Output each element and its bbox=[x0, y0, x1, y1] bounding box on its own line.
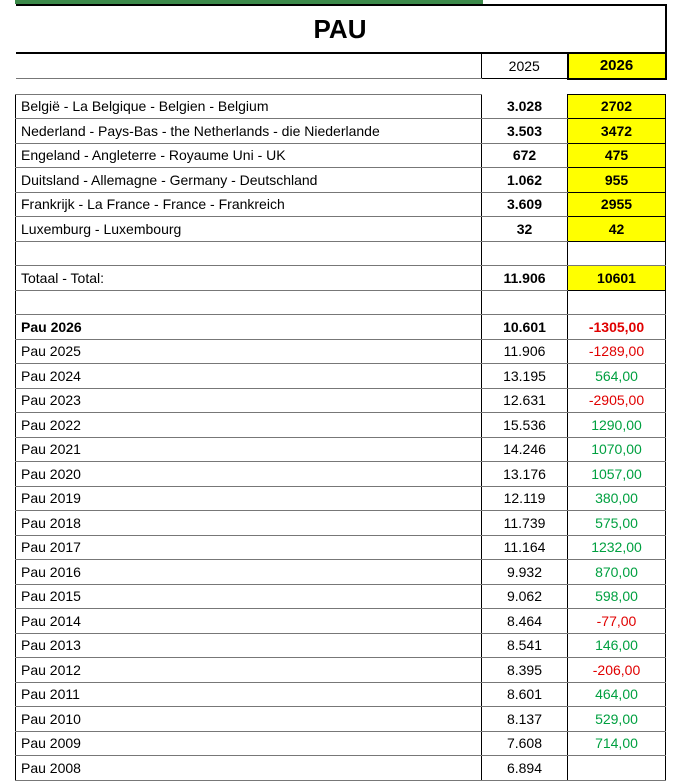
history-diff[interactable]: 380,00 bbox=[568, 486, 666, 511]
history-diff[interactable]: 464,00 bbox=[568, 682, 666, 707]
country-value-2026[interactable]: 2955 bbox=[568, 192, 666, 217]
history-row bbox=[16, 707, 666, 732]
country-label[interactable]: Duitsland - Allemagne - Germany - Deutschland bbox=[16, 168, 482, 193]
country-row bbox=[16, 94, 666, 119]
history-row bbox=[16, 560, 666, 585]
total-value-2026[interactable]: 10601 bbox=[568, 266, 666, 291]
country-value-2025[interactable]: 3.028 bbox=[482, 94, 568, 119]
country-value-2026[interactable]: 2702 bbox=[568, 94, 666, 119]
empty-cell[interactable] bbox=[16, 290, 482, 315]
history-row bbox=[16, 756, 666, 781]
country-value-2026[interactable]: 475 bbox=[568, 143, 666, 168]
history-label[interactable]: Pau 2021 bbox=[16, 437, 482, 462]
history-value[interactable]: 12.631 bbox=[482, 388, 568, 413]
history-value[interactable]: 9.932 bbox=[482, 560, 568, 585]
total-label[interactable]: Totaal - Total: bbox=[16, 266, 482, 291]
history-row bbox=[16, 731, 666, 756]
total-row bbox=[16, 266, 666, 291]
country-value-2025[interactable]: 3.609 bbox=[482, 192, 568, 217]
year-header-row bbox=[16, 53, 666, 79]
history-label[interactable]: Pau 2013 bbox=[16, 633, 482, 658]
history-value[interactable]: 11.906 bbox=[482, 339, 568, 364]
history-value[interactable]: 8.601 bbox=[482, 682, 568, 707]
country-label[interactable]: Frankrijk - La France - France - Frankreich bbox=[16, 192, 482, 217]
history-label[interactable]: Pau 2023 bbox=[16, 388, 482, 413]
history-diff[interactable]: 1232,00 bbox=[568, 535, 666, 560]
sheet-title[interactable]: PAU bbox=[16, 5, 666, 53]
country-label[interactable]: Nederland - Pays-Bas - the Netherlands - die Niederlande bbox=[16, 119, 482, 144]
history-diff[interactable]: 529,00 bbox=[568, 707, 666, 732]
history-row bbox=[16, 511, 666, 536]
history-value[interactable]: 8.541 bbox=[482, 633, 568, 658]
year-2025-header[interactable]: 2025 bbox=[482, 53, 568, 79]
history-value[interactable]: 10.601 bbox=[482, 315, 568, 340]
history-row bbox=[16, 658, 666, 683]
history-value[interactable]: 8.395 bbox=[482, 658, 568, 683]
history-value[interactable]: 13.195 bbox=[482, 364, 568, 389]
history-value[interactable]: 15.536 bbox=[482, 413, 568, 438]
history-row bbox=[16, 437, 666, 462]
year-2026-header[interactable]: 2026 bbox=[568, 53, 666, 79]
empty-cell[interactable] bbox=[482, 290, 568, 315]
history-diff[interactable]: 575,00 bbox=[568, 511, 666, 536]
history-value[interactable]: 8.464 bbox=[482, 609, 568, 634]
history-diff[interactable]: 1057,00 bbox=[568, 462, 666, 487]
country-row bbox=[16, 119, 666, 144]
history-value[interactable]: 9.062 bbox=[482, 584, 568, 609]
country-label[interactable]: Engeland - Angleterre - Royaume Uni - UK bbox=[16, 143, 482, 168]
history-label[interactable]: Pau 2011 bbox=[16, 682, 482, 707]
empty-cell[interactable] bbox=[482, 241, 568, 266]
history-label[interactable]: Pau 2016 bbox=[16, 560, 482, 585]
empty-cell[interactable] bbox=[16, 79, 482, 95]
history-diff[interactable]: 714,00 bbox=[568, 731, 666, 756]
history-label[interactable]: Pau 2019 bbox=[16, 486, 482, 511]
history-label[interactable]: Pau 2024 bbox=[16, 364, 482, 389]
empty-cell[interactable] bbox=[568, 290, 666, 315]
history-row bbox=[16, 486, 666, 511]
history-row bbox=[16, 315, 666, 340]
spreadsheet-table bbox=[15, 4, 667, 781]
country-value-2026[interactable]: 955 bbox=[568, 168, 666, 193]
history-row bbox=[16, 413, 666, 438]
empty-cell[interactable] bbox=[482, 79, 568, 95]
history-row bbox=[16, 339, 666, 364]
spacer-row bbox=[16, 79, 666, 95]
country-label[interactable]: België - La Belgique - Belgien - Belgium bbox=[16, 94, 482, 119]
history-diff[interactable]: 564,00 bbox=[568, 364, 666, 389]
country-value-2025[interactable]: 1.062 bbox=[482, 168, 568, 193]
history-label[interactable]: Pau 2015 bbox=[16, 584, 482, 609]
history-value[interactable]: 11.739 bbox=[482, 511, 568, 536]
history-diff[interactable]: 870,00 bbox=[568, 560, 666, 585]
history-label[interactable]: Pau 2017 bbox=[16, 535, 482, 560]
history-label[interactable]: Pau 2008 bbox=[16, 756, 482, 781]
history-diff[interactable]: -1305,00 bbox=[568, 315, 666, 340]
empty-row bbox=[16, 241, 666, 266]
history-diff[interactable]: -77,00 bbox=[568, 609, 666, 634]
country-row bbox=[16, 143, 666, 168]
country-value-2025[interactable]: 672 bbox=[482, 143, 568, 168]
history-row bbox=[16, 388, 666, 413]
history-diff[interactable]: -1289,00 bbox=[568, 339, 666, 364]
history-row bbox=[16, 535, 666, 560]
history-value[interactable]: 7.608 bbox=[482, 731, 568, 756]
country-value-2025[interactable]: 32 bbox=[482, 217, 568, 242]
title-row bbox=[16, 5, 666, 53]
history-value[interactable]: 12.119 bbox=[482, 486, 568, 511]
history-label[interactable]: Pau 2026 bbox=[16, 315, 482, 340]
empty-cell[interactable] bbox=[568, 241, 666, 266]
history-row bbox=[16, 609, 666, 634]
history-row bbox=[16, 682, 666, 707]
country-label[interactable]: Luxemburg - Luxembourg bbox=[16, 217, 482, 242]
history-row bbox=[16, 364, 666, 389]
history-label[interactable]: Pau 2012 bbox=[16, 658, 482, 683]
history-label[interactable]: Pau 2014 bbox=[16, 609, 482, 634]
history-diff[interactable]: 1290,00 bbox=[568, 413, 666, 438]
empty-cell[interactable] bbox=[16, 241, 482, 266]
history-diff[interactable]: 146,00 bbox=[568, 633, 666, 658]
history-value[interactable]: 14.246 bbox=[482, 437, 568, 462]
history-value[interactable]: 6.894 bbox=[482, 756, 568, 781]
history-label[interactable]: Pau 2022 bbox=[16, 413, 482, 438]
empty-cell[interactable] bbox=[568, 79, 666, 95]
history-value[interactable]: 8.137 bbox=[482, 707, 568, 732]
history-label[interactable]: Pau 2025 bbox=[16, 339, 482, 364]
history-row bbox=[16, 584, 666, 609]
country-value-2026[interactable]: 42 bbox=[568, 217, 666, 242]
history-diff[interactable]: 598,00 bbox=[568, 584, 666, 609]
country-value-2025[interactable]: 3.503 bbox=[482, 119, 568, 144]
country-row bbox=[16, 168, 666, 193]
history-label[interactable]: Pau 2010 bbox=[16, 707, 482, 732]
total-value-2025[interactable]: 11.906 bbox=[482, 266, 568, 291]
history-diff[interactable]: 1070,00 bbox=[568, 437, 666, 462]
country-row bbox=[16, 217, 666, 242]
history-label[interactable]: Pau 2018 bbox=[16, 511, 482, 536]
history-diff[interactable]: -206,00 bbox=[568, 658, 666, 683]
history-label[interactable]: Pau 2020 bbox=[16, 462, 482, 487]
empty-row bbox=[16, 290, 666, 315]
history-label[interactable]: Pau 2009 bbox=[16, 731, 482, 756]
history-value[interactable]: 11.164 bbox=[482, 535, 568, 560]
header-empty-cell[interactable] bbox=[16, 53, 482, 79]
history-row bbox=[16, 462, 666, 487]
history-diff[interactable]: -2905,00 bbox=[568, 388, 666, 413]
country-row bbox=[16, 192, 666, 217]
history-row bbox=[16, 633, 666, 658]
country-value-2026[interactable]: 3472 bbox=[568, 119, 666, 144]
history-diff[interactable] bbox=[568, 756, 666, 781]
history-value[interactable]: 13.176 bbox=[482, 462, 568, 487]
